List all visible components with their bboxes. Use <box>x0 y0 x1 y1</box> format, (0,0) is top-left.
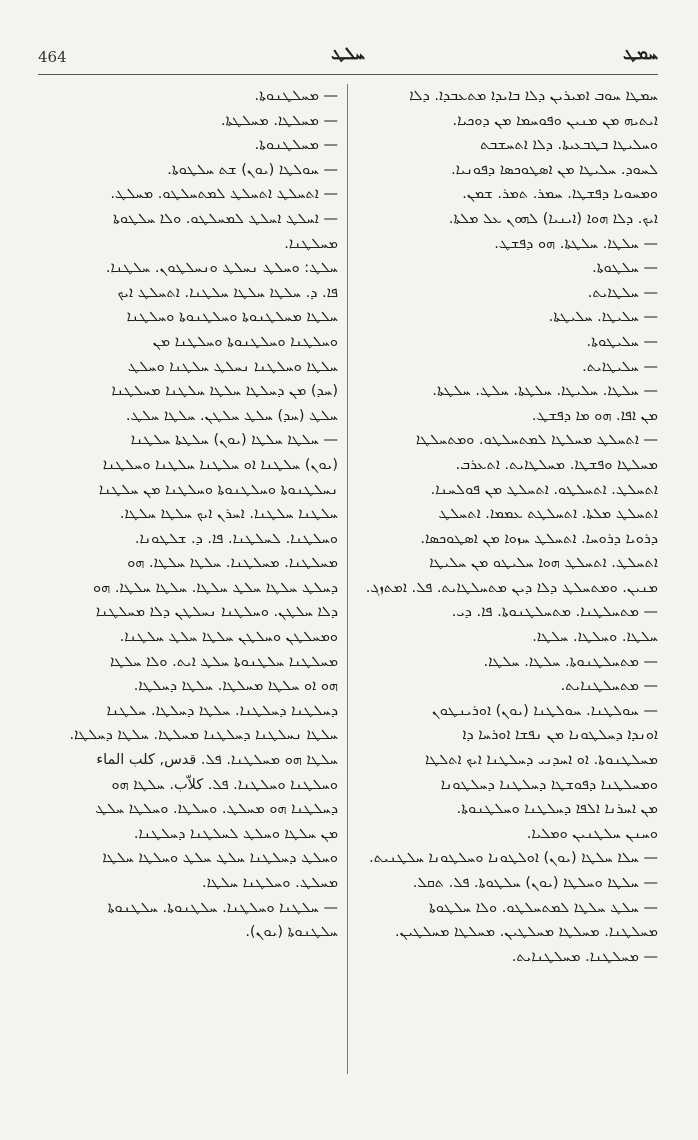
text-line: ܚܠܛܢܘܬܐ (ܝܘܢ). <box>245 924 338 941</box>
text-line: ܚܠܛܐ ܗܘ ܡܚܠܛܢܐ. ܦܠ. قدس, كلب الماء <box>96 752 338 769</box>
header-rule <box>38 74 658 75</box>
text-line: ܚܠܛܐ ܢܚܠܛܢܐ ܕܚܠܛܢܐ ܡܚܠܛܐ. ܚܠܛܐ ܕܚܠܛܐ. <box>69 727 338 744</box>
text-line: — ܐܬܚܠܛ ܐܬܚܠܛ ܠܡܬܚܠܛܘ. ܡܚܠܛ. <box>110 186 338 203</box>
text-line: ܡܚܠܛܐ ܘܦܫܛܐ. ܡܚܠܛܐܝܬ. ܐܬܥܪܒ. <box>455 456 658 473</box>
text-line: ܡܚܠܛܢܐ ܚܠܛܢܘܬܐ ܚܠܛ ܐܝܬ. ܘܠܐ ܚܠܛܐ <box>110 653 338 670</box>
text-line: — ܡܬܚܠܛܢܐ. ܡܬܚܠܛܢܘܬܐ. ܦܐ. ܕܝ. <box>451 604 658 621</box>
text-line: ܡܚܠܛܢܐ. ܡܚܠܛܐ ܡܚܠܛܝܢ. ܡܚܠܛܐ ܡܚܠܛܝܢ. <box>395 924 658 941</box>
text-line: — ܡܚܠܛܢܐ. ܡܚܠܛܢܐܝܬ. <box>511 948 658 965</box>
text-line: ܘܚܠܛܢܐ. ܠܚܠܛܢܐ. ܦܐ. ܕ. ܫܠܛܘܢܐ. <box>134 530 338 547</box>
text-line: ܡܢ ܐܚܪܢܐ ܐܠܦܐ ܕܚܠܛܢܐ ܘܚܠܛܢܘܬܐ. <box>456 801 658 818</box>
text-line: — ܡܬܚܠܛܢܘܬܐ. ܚܠܛܐ. ܚܠܛܐ. <box>483 653 658 670</box>
right-column <box>358 84 658 969</box>
text-line: ܕܚܠܛ ܚܠܛܐ ܚܠܛ ܚܠܛܐ. ܚܠܛܐ ܚܠܛܐ. ܗܘ <box>93 579 338 596</box>
text-line: ܐܝܬܝܗ ܡܢ ܡܢܝܢ ܘܦܘܚܡܐ ܡܢ ܕܘܟܝܐ. <box>452 112 658 129</box>
text-line: — ܐܚܠܛ ܐܚܠܛ ܠܡܚܠܛܘ. ܘܠܐ ܚܠܛܘܬܐ <box>113 210 338 227</box>
text-line: ܡܚܠܛܢܐ. ܡܚܠܛܢܐ. ܚܠܛܐ ܚܠܛܐ. ܗܘ <box>127 555 338 572</box>
text-line: — ܚܠܛܐ. ܚܠܝܛܐ. ܚܠܛܬܐ. ܚܠܛ. ܚܠܛܬܐ. <box>432 383 658 400</box>
text-line: ܡܢ ܚܠܛܐ ܘܚܠܛ ܠܚܠܛܢܐ ܕܚܠܛܢܐ. <box>133 825 338 842</box>
text-line: ܐܬܚܠܛ. ܐܬܚܠܛܘ. ܐܬܚܠܛ ܡܢ ܦܘܠܚܢܐ. <box>430 481 658 498</box>
column-divider <box>347 84 348 1074</box>
text-line: — ܡܬܚܠܛܢܐܝܬ. <box>560 678 658 695</box>
text-line: ܡܚܠܛܢܘܬܐ. ܐܘ ܐܚܕܢܝ ܕܚܠܛܢܐ ܐܝܟ ܐܬܠܛܐ <box>424 752 658 769</box>
text-line: — ܚܠܛ ܚܠܛܐ ܠܡܬܚܠܛܘ. ܘܠܐ ܚܠܛܘܬܐ <box>428 899 658 916</box>
left-column <box>48 84 338 945</box>
text-line: ܘܚܠܛܢܐ ܘܚܠܛܢܘܬܐ ܘܚܠܛܢܐ ܡܢ <box>152 333 338 350</box>
text-line: — ܡܚܠܛܢܘܬܐ. <box>254 88 338 104</box>
text-line: — ܡܚܠܛܢܘܬܐ. <box>254 137 338 154</box>
text-line: ܚܠܛܐ ܘܚܠܛܢܐ ܢܚܠܛ ܚܠܛܢܐ ܘܚܠܛ <box>127 358 338 375</box>
text-line: ܠܚܘܕ. ܚܠܝܛܐ ܡܢ ܐܣܛܘܟܣܐ ܕܦܘܢܝܐ. <box>451 161 658 178</box>
text-line: — ܚܠܐ ܚܠܛܐ (ܝܘܢ) ܐܘܠܛܘܢܐ ܘܚܠܛܘܢܐ ܚܠܛܢܝܬ. <box>369 850 658 867</box>
center-headword: ܚܠܛ <box>331 44 365 64</box>
text-line: — ܚܠܝܛܘܬܐ. <box>586 333 658 350</box>
text-line: ܐܘܢܕܐ ܕܚܠܛܘܢܐ ܡܢ ܢܦܫܐ ܐܘܪܚܐ ܕܐ <box>462 727 658 744</box>
text-line: — ܚܠܛܢܐ ܘܚܠܛܢܐ. ܚܠܛܢܘܬܐ. ܚܠܛܢܘܬܐ <box>107 899 338 916</box>
text-line: ܘܚܠܛܢܐ ܘܚܠܛܢܐ. ܦܠ. كلاّب. ܚܠܛܐ ܗܘ <box>111 776 338 793</box>
text-line: ܚܡܛܐ ܚܘܒ ܐܡܝܪܝܢ ܕܠܐ ܒܐܝܕܐ ܡܬܥܒܕܐ. ܕܠܐ <box>409 88 658 104</box>
text-line: — ܚܘܠܛܢܐ. ܚܘܠܛܢܐ (ܝܘܢ) ܐܘܪܝܢܛܘܢ <box>431 702 658 719</box>
text-line: ܡܢ ܐܦܐ. ܗܘ ܡܐ ܕܦܫܛ. <box>531 407 658 424</box>
right-headword: ܚܡܛ <box>623 44 658 64</box>
text-line: ܢܚܠܛܢܘܬܐ ܘܚܠܛܢܘܬܐ ܘܚܠܛܢܐ ܡܢ ܚܠܛܢܐ <box>98 481 338 498</box>
text-line: — ܚܠܝܛܐ. ܚܠܝܛܬܐ. <box>548 309 658 326</box>
text-line: ܡܚܠܛ. ܘܚܠܛܢܐ ܚܠܛܐ. <box>201 875 338 891</box>
text-line: — ܚܘܠܛܐ (ܝܘܢ) ܫܬ ܚܠܛܘܬܐ. <box>167 161 338 178</box>
page-number: 464 <box>38 48 67 66</box>
text-line: ܚܠܛ (ܚܕ) ܚܠܛ ܚܠܛܢ. ܚܠܛܐ ܚܠܛ. <box>125 407 338 424</box>
text-line: (ܝܘܢ) ܚܠܛܢܐ ܐܘ ܚܠܛܢܐ ܚܠܛܢܐ ܘܚܠܛܢܐ <box>102 456 338 473</box>
text-line: ܘܡܚܠܛܢ ܘܚܠܛܢ ܚܠܛܐ ܚܠܛ ܚܠܛܢܐ. <box>119 629 338 646</box>
text-line: ܘܚܠܛ ܕܚܠܛܢܐ ܚܠܛ ܚܠܛ ܘܚܠܛܐ ܚܠܛܐ <box>102 850 338 867</box>
text-line: ܚܠܛܐ. ܘܚܠܛܐ. ܚܠܛܐ. <box>532 629 658 646</box>
text-line: ܘܚܢܢ ܚܠܛܢܝܢ ܘܡܠܝܐ. <box>526 825 658 842</box>
text-line: — ܚܠܛܐ ܚܠܛܐ (ܝܘܢ) ܚܠܛܬܐ ܚܠܛܢܐ <box>130 432 338 449</box>
text-line: ܡܢܝܢ. ܘܡܬܚܠܛ ܕܠܐ ܕܝܢ ܡܬܚܠܛܐܝܬ. ܦܠ. ܐܡܬܙܓ. <box>365 579 658 596</box>
text-line: ܕܠܐ ܚܠܛܢ. ܘܚܠܛܢܐ ܢܚܠܛܢ ܕܠܐ ܡܚܠܛܢܐ <box>95 604 338 621</box>
text-line: ܡܚܠܛܢܐ. <box>284 235 338 252</box>
text-line: ܦܐ. ܕ. ܚܠܛܐ ܚܠܛܐ ܚܠܛܢܐ. ܐܬܚܠܛ ܐܝܟ <box>117 284 338 301</box>
text-line: ܕܚܠܛܢܐ ܗܘ ܡܚܠܛ. ܘܚܠܛܐ. ܘܚܠܛܐ ܚܠܛ <box>95 801 338 818</box>
text-line: ܗܘ ܐܘ ܚܠܛܐ ܡܚܠܛܐ. ܚܠܛܐ ܕܚܠܛܐ. <box>133 678 338 695</box>
text-line: — ܚܠܛܐ ܘܚܠܛܐ (ܝܘܢ) ܚܠܛܘܬܐ. ܦܠ. ܬܩܠ. <box>412 875 658 891</box>
text-line: ܐܬܚܠܛ ܡܠܬܐ. ܐܬܚܠܛܬ ܥܡܡܐ. ܐܬܚܠܛ <box>438 506 658 523</box>
text-line: ܐܝܟ. ܕܠܐ ܗܘܐ (ܐܝܢܝܐ) ܠܗܘܢ ܥܠ ܡܠܬܐ. <box>448 210 658 227</box>
text-line: ܕܚܠܛܢܐ ܕܚܠܛܢܐ. ܚܠܛܐ ܕܚܠܛܐ. ܚܠܛܢܐ <box>106 702 338 719</box>
text-line: ܚܠܛܐ ܡܚܠܛܢܘܬܐ ܘܚܠܛܢܘܬܐ ܘܚܠܛܢܐ <box>126 309 338 326</box>
text-line: ܚܠܛܢܐ ܚܠܛܢܐ. ܐܚܪܢ ܐܝܟ ܚܠܛܐ ܚܠܛܐ. <box>119 506 338 523</box>
text-line: — ܡܚܠܛܐ. ܡܚܠܛܬܐ. <box>220 112 338 129</box>
text-line: — ܚܠܝܛܐܝܬ. <box>582 358 658 375</box>
text-line: — ܚܠܛܘܬܐ. <box>592 260 658 277</box>
text-line: — ܐܬܚܠܛ ܡܚܠܛܐ ܠܡܬܚܠܛܘ. ܘܡܬܚܠܛܐ <box>415 432 658 449</box>
text-line: — ܚܠܛܐ. ܚܠܛܬܐ. ܗܘ ܕܦܫܛ. <box>494 235 658 252</box>
text-line: ܘܡܚܘܝܐ ܕܦܫܛܐ. ܚܡܪ. ܬܡܪ. ܫܡܢ. <box>462 186 658 203</box>
text-line: — ܚܠܛܐܝܬ. <box>587 284 658 301</box>
text-line: ܘܡܚܠܛܢܐ ܕܦܘܫܛܐ ܕܚܠܛܢܐ ܕܚܠܛܘܢܐ <box>440 776 658 793</box>
running-head <box>38 44 658 72</box>
text-line: ܕܪܘܝܐ ܕܪܘܚܐ. ܐܬܚܠܛ ܚܙܘܐ ܡܢ ܐܣܛܘܟܣܐ. <box>420 530 658 547</box>
text-line: (ܚܕ) ܡܢ ܕܚܠܛܐ ܚܠܛܐ ܚܠܛܢܐ ܡܚܠܛܢܐ <box>111 383 338 400</box>
text-line: ܐܬܚܠܛ. ܐܬܚܠܛ ܗܘܐ ܚܠܝܛܘ ܡܢ ܚܠܝܛܐ <box>429 555 658 572</box>
text-line: ܘܚܠܝܛܐ ܒܛܒܥܝܬܐ. ܕܠܐ ܐܬܚܫܒܬ <box>480 137 658 154</box>
text-line: ܚܠܛ: ܘܚܠܛ ܢܚܠܛ ܘܢܚܠܛܘܢ. ܚܠܛܢܐ. <box>105 260 338 277</box>
